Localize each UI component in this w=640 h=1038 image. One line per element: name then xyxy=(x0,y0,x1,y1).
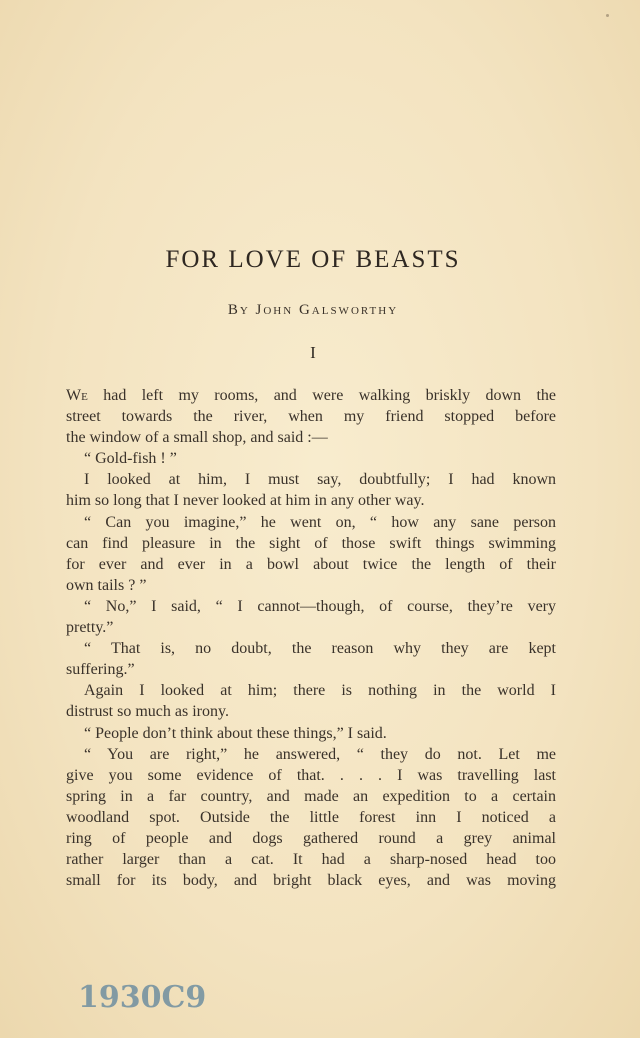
body-text xyxy=(66,385,556,891)
text-line: give you some evidence of that. . . . I was travelling last xyxy=(66,766,556,784)
text-line: Again I looked at him; there is nothing in the world I xyxy=(84,682,556,700)
text-line: for ever and ever in a bowl about twice the length of their xyxy=(66,555,556,573)
text-line: small for its body, and bright black eyes, and was moving xyxy=(66,872,556,890)
text-line: I looked at him, I must say, doubtfully; I had known xyxy=(84,471,556,489)
author-byline: By John Galsworthy xyxy=(227,302,399,318)
opening-word: We xyxy=(66,387,88,404)
text-line: street towards the river, when my friend stopped before xyxy=(66,408,556,426)
text-line: can find pleasure in the sight of those swift things swimming xyxy=(66,534,556,552)
text-line: “ Can you imagine,” he went on, “ how any sane person xyxy=(84,513,556,531)
text-line: “ That is, no doubt, the reason why they are kept xyxy=(84,640,556,658)
text-line: own tails ? ” xyxy=(66,576,147,594)
text-line: We had left my rooms, and were walking briskly down the xyxy=(66,387,556,404)
chapter-number: I xyxy=(310,343,316,362)
story-title: FOR LOVE OF BEASTS xyxy=(165,246,461,273)
text-line: “ No,” I said, “ I cannot—though, of course, they’re very xyxy=(84,597,556,615)
text-line: pretty.” xyxy=(66,619,114,637)
text-line: woodland spot. Outside the little forest inn I noticed a xyxy=(66,808,556,826)
text-line: “ Gold-fish ! ” xyxy=(84,450,177,468)
text-line: him so long that I never looked at him in any other way. xyxy=(66,492,425,510)
text-line: rather larger than a cat. It had a sharp-nosed head too xyxy=(66,851,556,869)
text-line: suffering.” xyxy=(66,661,135,679)
text-line: the window of a small shop, and said :— xyxy=(66,429,328,447)
text-line: ring of people and dogs gathered round a grey animal xyxy=(66,829,556,847)
paper-speck xyxy=(606,14,609,17)
text-line: “ You are right,” he answered, “ they do not. Let me xyxy=(84,745,556,763)
text-line: spring in a far country, and made an expedition to a certain xyxy=(66,787,556,805)
library-stamp: 1930C9 xyxy=(78,980,207,1015)
text-line: “ People don’t think about these things,” I said. xyxy=(84,724,387,742)
text-line: distrust so much as irony. xyxy=(66,703,229,721)
